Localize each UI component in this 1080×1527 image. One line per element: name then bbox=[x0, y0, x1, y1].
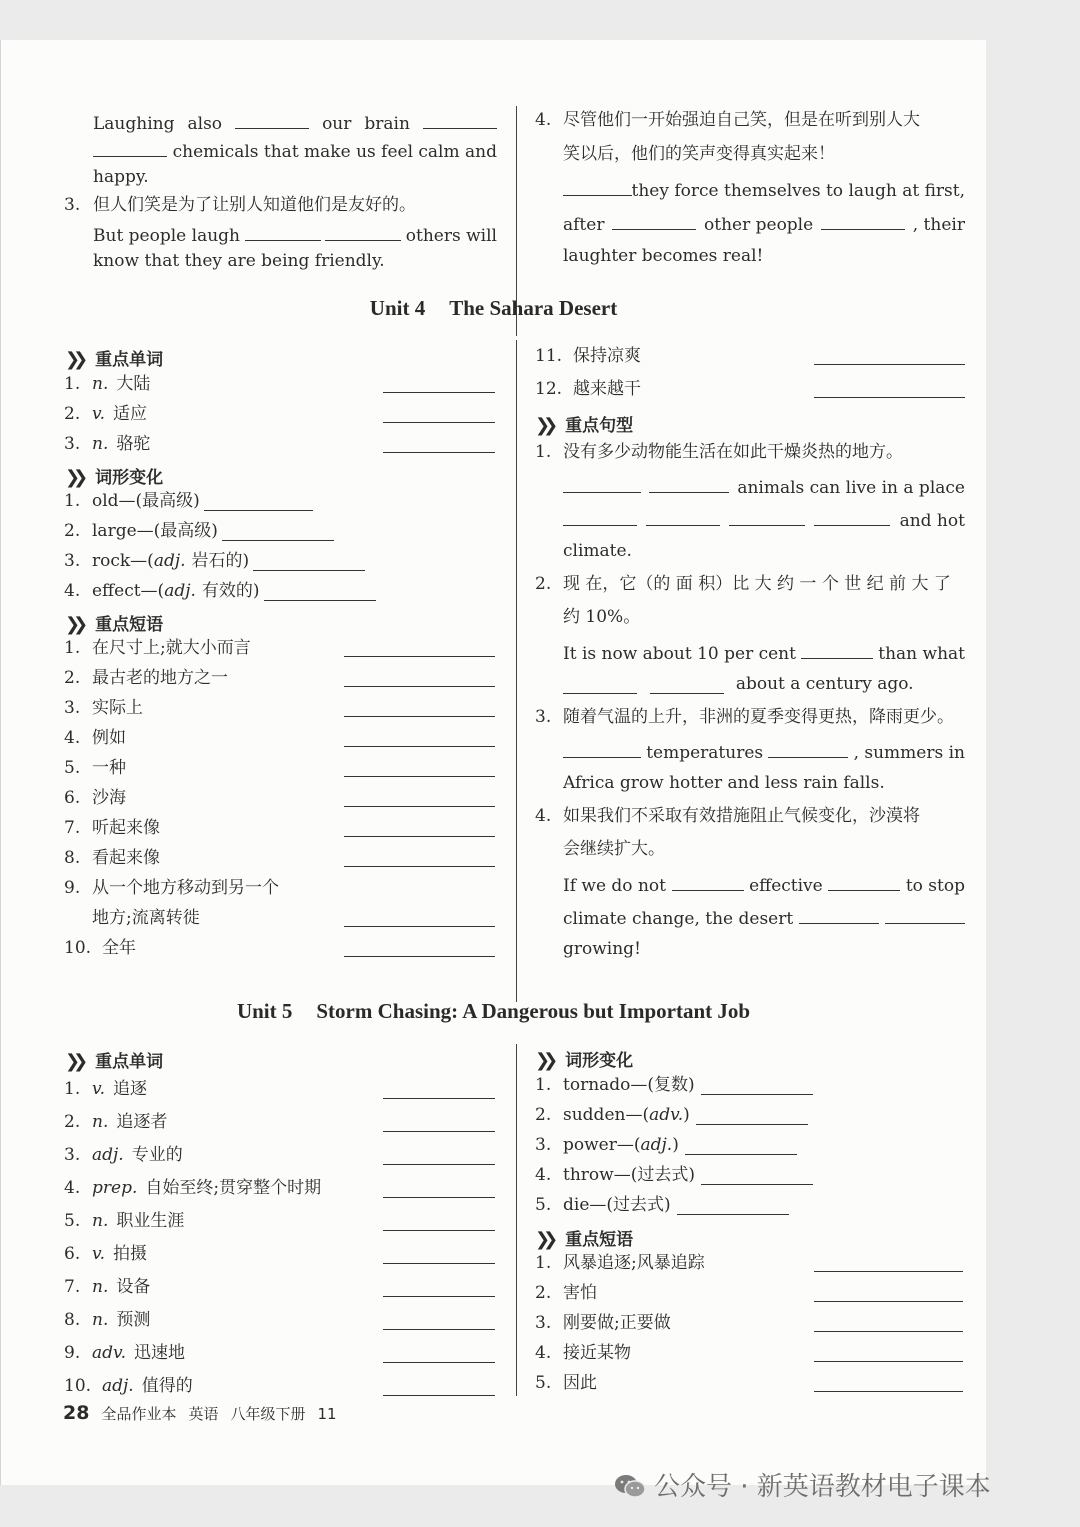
sentence-text: they force themselves to laugh at first, bbox=[631, 181, 965, 201]
item-meaning: 在尺寸上;就大小而言 bbox=[92, 638, 251, 658]
unit-4-title bbox=[1, 296, 986, 321]
word: brain bbox=[364, 114, 410, 134]
item-meaning: 迅速地 bbox=[134, 1343, 186, 1363]
list-item bbox=[535, 378, 641, 400]
part-of-speech: adv. bbox=[92, 1343, 127, 1363]
page-number: 28 bbox=[63, 1402, 90, 1424]
answer-line[interactable] bbox=[383, 1098, 495, 1099]
word-form-prompt: rock—( bbox=[92, 551, 154, 571]
answer-line[interactable] bbox=[383, 452, 495, 453]
sentence-text: other people bbox=[704, 215, 814, 235]
answer-blank[interactable] bbox=[253, 552, 365, 571]
item-number: 1. bbox=[535, 1253, 552, 1273]
section-label: 词形变化 bbox=[565, 1051, 634, 1071]
item-number: 1. bbox=[64, 638, 81, 658]
item-meaning: 拍摄 bbox=[113, 1244, 147, 1264]
section-word-forms bbox=[65, 463, 163, 488]
answer-line[interactable] bbox=[383, 1131, 495, 1132]
list-item bbox=[535, 1194, 789, 1216]
sentence-4-number: 4. bbox=[535, 806, 552, 826]
answer-blank[interactable] bbox=[222, 522, 334, 541]
answer-line[interactable] bbox=[814, 1331, 963, 1332]
list-item bbox=[64, 787, 126, 809]
list-item bbox=[64, 1276, 150, 1298]
answer-blank[interactable] bbox=[235, 110, 309, 129]
answer-line[interactable] bbox=[383, 1263, 495, 1264]
chevron-right-icon: ❯❯ bbox=[535, 415, 552, 436]
part-of-speech: v. bbox=[92, 1244, 105, 1264]
question-4-number: 4. bbox=[535, 110, 552, 130]
item-meaning: 追逐 bbox=[113, 1079, 147, 1099]
word-form-prompt: 岩石的) bbox=[191, 551, 250, 571]
item-number: 1. bbox=[64, 1079, 81, 1099]
answer-line[interactable] bbox=[814, 397, 965, 398]
list-item bbox=[64, 697, 143, 719]
chevron-right-icon: ❯❯ bbox=[535, 1229, 552, 1250]
item-meaning: 实际上 bbox=[92, 698, 143, 718]
unit-4-column-divider bbox=[516, 340, 517, 1002]
answer-blank[interactable] bbox=[423, 110, 497, 129]
sentence-3-chinese: 随着气温的上升，非洲的夏季变得更热，降雨更少。 bbox=[563, 707, 954, 727]
answer-line[interactable] bbox=[383, 1197, 495, 1198]
part-of-speech: v. bbox=[92, 404, 105, 424]
list-item bbox=[64, 1210, 184, 1232]
item-number: 2. bbox=[64, 668, 81, 688]
sentence-1-english-1 bbox=[563, 474, 965, 499]
item-meaning: 刚要做;正要做 bbox=[563, 1313, 671, 1333]
sentence-3-number: 3. bbox=[535, 707, 552, 727]
item-meaning: 风暴追逐;风暴追踪 bbox=[563, 1253, 705, 1273]
question-4-english-3: laughter becomes real! bbox=[563, 246, 764, 266]
sentence-4-english-3: growing! bbox=[563, 939, 641, 959]
question-4-chinese-2: 笑以后，他们的笑声变得真实起来！ bbox=[563, 144, 835, 164]
part-of-speech: n. bbox=[92, 1112, 109, 1132]
list-item bbox=[535, 1104, 808, 1126]
item-number: 5. bbox=[535, 1195, 552, 1215]
item-number: 9. bbox=[64, 1343, 81, 1363]
sentence-text: to stop bbox=[905, 876, 965, 896]
sentence-4-english-2 bbox=[563, 905, 965, 930]
item-meaning: 从一个地方移动到另一个 bbox=[92, 878, 279, 898]
sentence-1-english-2 bbox=[563, 507, 965, 532]
chevron-right-icon: ❯❯ bbox=[65, 349, 82, 370]
item-number: 3. bbox=[64, 1145, 81, 1165]
item-number: 4. bbox=[64, 728, 81, 748]
item-number: 4. bbox=[64, 581, 81, 601]
sentence-text: about a century ago. bbox=[735, 674, 914, 694]
list-item bbox=[535, 1342, 631, 1364]
item-meaning: 例如 bbox=[92, 728, 126, 748]
item-meaning: 看起来像 bbox=[92, 848, 160, 868]
question-4-english-2 bbox=[563, 211, 965, 236]
chevron-right-icon: ❯❯ bbox=[535, 1050, 552, 1071]
section-label: 重点单词 bbox=[95, 350, 164, 370]
sentence-text: It is now about 10 per cent bbox=[563, 644, 796, 664]
answer-line[interactable] bbox=[344, 836, 495, 837]
section-key-sentences bbox=[535, 411, 633, 436]
answer-blank[interactable] bbox=[563, 474, 641, 493]
part-of-speech: adv. bbox=[649, 1105, 684, 1125]
answer-line[interactable] bbox=[383, 1395, 495, 1396]
sentence-1-number: 1. bbox=[535, 442, 552, 462]
word-form-prompt: power—( bbox=[563, 1135, 641, 1155]
item-number: 2. bbox=[535, 1283, 552, 1303]
item-number: 4. bbox=[535, 1343, 552, 1363]
word-form-prompt: tornado—(复数) bbox=[563, 1075, 695, 1095]
item-number: 5. bbox=[535, 1373, 552, 1393]
item-number: 4. bbox=[535, 1165, 552, 1185]
item-meaning: 保持凉爽 bbox=[573, 346, 641, 366]
item-number: 2. bbox=[64, 404, 81, 424]
unit-5-title bbox=[1, 999, 986, 1024]
item-meaning: 骆驼 bbox=[116, 434, 151, 454]
sentence-text: If we do not bbox=[563, 876, 666, 896]
unit-number: Unit 4 bbox=[369, 296, 426, 320]
list-item bbox=[535, 1134, 797, 1156]
item-number: 3. bbox=[535, 1135, 552, 1155]
answer-blank[interactable] bbox=[701, 1166, 813, 1185]
question-3-number: 3. bbox=[64, 195, 81, 215]
answer-blank[interactable] bbox=[885, 905, 965, 924]
sentence-text: others will bbox=[405, 226, 497, 246]
sentence-text: But people laugh bbox=[93, 226, 240, 246]
sentence-text: than what bbox=[878, 644, 965, 664]
answer-line[interactable] bbox=[344, 776, 495, 777]
answer-line[interactable] bbox=[814, 1271, 963, 1272]
answer-line[interactable] bbox=[344, 806, 495, 807]
answer-blank[interactable] bbox=[729, 507, 805, 526]
sentence-text: after bbox=[563, 215, 605, 235]
question-4-english-1 bbox=[563, 177, 965, 202]
part-of-speech: v. bbox=[92, 1079, 105, 1099]
answer-line[interactable] bbox=[383, 1329, 495, 1330]
sentence-2-english-2 bbox=[563, 673, 914, 695]
sentence-3-english-2: Africa grow hotter and less rain falls. bbox=[563, 773, 885, 793]
sentence-1-chinese: 没有多少动物能生活在如此干燥炎热的地方。 bbox=[563, 442, 903, 462]
answer-line[interactable] bbox=[814, 1361, 963, 1362]
list-item bbox=[64, 580, 376, 602]
section-key-words bbox=[65, 345, 163, 370]
sentence-2-chinese-2: 约 10%。 bbox=[563, 607, 641, 627]
answer-line[interactable] bbox=[344, 926, 495, 927]
item-meaning: 一种 bbox=[92, 758, 126, 778]
item-number: 8. bbox=[64, 848, 81, 868]
list-item bbox=[64, 937, 136, 959]
answer-line[interactable] bbox=[814, 1391, 963, 1392]
unit-5-column-divider bbox=[516, 1044, 517, 1396]
list-item bbox=[535, 1164, 813, 1186]
top-left-line-2 bbox=[93, 138, 497, 163]
list-item bbox=[64, 1309, 150, 1331]
unit-name: Storm Chasing: A Dangerous but Important Job bbox=[316, 999, 751, 1023]
item-meaning: 自始至终;贯穿整个时期 bbox=[145, 1178, 322, 1198]
watermark bbox=[614, 1466, 991, 1503]
list-item bbox=[64, 1243, 147, 1265]
answer-line[interactable] bbox=[344, 716, 495, 717]
list-item bbox=[64, 490, 313, 512]
list-item bbox=[64, 847, 160, 869]
sentence-3-english-1 bbox=[563, 739, 965, 764]
item-meaning: 大陆 bbox=[116, 374, 151, 394]
unit-marker: 11 bbox=[317, 1405, 337, 1423]
answer-blank[interactable] bbox=[649, 474, 729, 493]
sentence-2-chinese-1: 现 在，它（的 面 积）比 大 约 一 个 世 纪 前 大 了 bbox=[563, 574, 951, 594]
word: also bbox=[187, 114, 223, 134]
answer-blank[interactable] bbox=[701, 1076, 813, 1095]
part-of-speech: prep. bbox=[92, 1178, 138, 1198]
item-number: 2. bbox=[535, 1105, 552, 1125]
word-form-prompt: ) bbox=[672, 1135, 679, 1155]
part-of-speech: adj. bbox=[640, 1135, 673, 1155]
item-meaning: 地方;流离转徙 bbox=[92, 908, 200, 928]
section-key-phrases bbox=[65, 610, 163, 635]
word-form-prompt: sudden—( bbox=[563, 1105, 650, 1125]
item-meaning: 因此 bbox=[563, 1373, 597, 1393]
answer-blank[interactable] bbox=[204, 492, 313, 511]
item-number: 6. bbox=[64, 1244, 81, 1264]
word-form-prompt: die—(过去式) bbox=[563, 1195, 671, 1215]
sentence-4-english-1 bbox=[563, 872, 965, 897]
top-left-line-1 bbox=[93, 110, 497, 135]
list-item bbox=[64, 1144, 183, 1166]
answer-line[interactable] bbox=[383, 1362, 495, 1363]
section-word-forms bbox=[535, 1046, 633, 1071]
sentence-text: and hot bbox=[899, 511, 965, 531]
list-item bbox=[64, 817, 160, 839]
item-meaning: 预测 bbox=[116, 1310, 151, 1330]
answer-blank[interactable] bbox=[768, 739, 848, 758]
item-number: 7. bbox=[64, 818, 81, 838]
sentence-text: chemicals that make us feel calm and bbox=[172, 142, 497, 162]
section-key-words bbox=[65, 1047, 163, 1072]
item-number: 7. bbox=[64, 1277, 81, 1297]
item-meaning: 沙海 bbox=[92, 788, 126, 808]
item-number: 3. bbox=[64, 434, 81, 454]
word-form-prompt: effect—( bbox=[92, 581, 165, 601]
word: Laughing bbox=[93, 114, 175, 134]
unit-number: Unit 5 bbox=[236, 999, 293, 1023]
list-item bbox=[535, 1312, 671, 1334]
item-number: 10. bbox=[64, 1376, 92, 1396]
question-4-chinese-1: 尽管他们一开始强迫自己笑，但是在听到别人大 bbox=[563, 110, 920, 130]
answer-line[interactable] bbox=[383, 422, 495, 423]
sentence-text: effective bbox=[749, 876, 823, 896]
item-number: 6. bbox=[64, 788, 81, 808]
item-meaning: 越来越干 bbox=[573, 379, 641, 399]
answer-blank[interactable] bbox=[672, 872, 744, 891]
answer-line[interactable] bbox=[344, 866, 495, 867]
answer-blank[interactable] bbox=[563, 507, 637, 526]
answer-blank[interactable] bbox=[801, 640, 873, 659]
sentence-text: animals can live in a place bbox=[737, 478, 965, 498]
answer-line[interactable] bbox=[344, 746, 495, 747]
item-number: 5. bbox=[64, 1211, 81, 1231]
answer-blank[interactable] bbox=[696, 1106, 808, 1125]
item-number: 1. bbox=[535, 1075, 552, 1095]
answer-line[interactable] bbox=[383, 392, 495, 393]
answer-blank[interactable] bbox=[799, 905, 879, 924]
answer-blank[interactable] bbox=[814, 507, 890, 526]
question-3-english-1 bbox=[93, 222, 497, 247]
list-item bbox=[64, 757, 126, 779]
item-meaning: 追逐者 bbox=[116, 1112, 168, 1132]
unit-name: The Sahara Desert bbox=[449, 296, 618, 320]
answer-line[interactable] bbox=[344, 656, 495, 657]
sentence-1-english-3: climate. bbox=[563, 541, 632, 561]
answer-blank[interactable] bbox=[612, 211, 696, 230]
item-meaning: 接近某物 bbox=[563, 1343, 631, 1363]
worksheet-page bbox=[0, 40, 986, 1485]
item-meaning: 最古老的地方之一 bbox=[92, 668, 228, 688]
answer-line[interactable] bbox=[383, 1296, 495, 1297]
part-of-speech: n. bbox=[92, 434, 109, 454]
part-of-speech: n. bbox=[92, 1211, 109, 1231]
list-item bbox=[64, 1375, 193, 1397]
item-number: 2. bbox=[64, 1112, 81, 1132]
section-label: 重点短语 bbox=[95, 615, 164, 635]
item-meaning: 害怕 bbox=[563, 1283, 597, 1303]
word-form-prompt: 有效的) bbox=[201, 581, 260, 601]
list-item bbox=[64, 1177, 321, 1199]
item-number: 4. bbox=[64, 1178, 81, 1198]
question-3-chinese: 但人们笑是为了让别人知道他们是友好的。 bbox=[93, 195, 416, 215]
section-key-phrases bbox=[535, 1225, 633, 1250]
answer-blank[interactable] bbox=[325, 222, 401, 241]
list-item bbox=[64, 403, 147, 425]
sentence-2-english-1 bbox=[563, 640, 965, 665]
wechat-icon bbox=[614, 1473, 646, 1499]
item-meaning: 适应 bbox=[113, 404, 147, 424]
answer-blank[interactable] bbox=[563, 675, 637, 694]
item-number: 3. bbox=[535, 1313, 552, 1333]
word-form-prompt: large—(最高级) bbox=[92, 521, 218, 541]
answer-line[interactable] bbox=[383, 1164, 495, 1165]
item-meaning: 专业的 bbox=[131, 1145, 183, 1165]
answer-blank[interactable] bbox=[828, 872, 900, 891]
answer-blank[interactable] bbox=[646, 507, 720, 526]
list-item bbox=[535, 1282, 597, 1304]
answer-blank[interactable] bbox=[685, 1136, 797, 1155]
list-item bbox=[64, 520, 334, 542]
word-form-prompt: ) bbox=[683, 1105, 690, 1125]
chevron-right-icon: ❯❯ bbox=[65, 1051, 82, 1072]
list-item bbox=[535, 1372, 597, 1394]
part-of-speech: adj. bbox=[164, 581, 196, 601]
list-item bbox=[535, 345, 641, 367]
sentence-text: , their bbox=[912, 215, 965, 235]
list-item bbox=[64, 667, 228, 689]
list-item bbox=[64, 727, 126, 749]
part-of-speech: n. bbox=[92, 374, 109, 394]
answer-blank[interactable] bbox=[93, 138, 167, 157]
item-number: 5. bbox=[64, 758, 81, 778]
section-label: 重点单词 bbox=[95, 1052, 164, 1072]
answer-blank[interactable] bbox=[264, 582, 376, 601]
part-of-speech: n. bbox=[92, 1277, 109, 1297]
page-footer bbox=[63, 1402, 337, 1424]
list-item bbox=[64, 1342, 185, 1364]
subject: 英语 bbox=[188, 1405, 219, 1423]
list-item bbox=[535, 1252, 705, 1274]
item-number: 1. bbox=[64, 491, 81, 511]
item-number: 1. bbox=[64, 374, 81, 394]
item-meaning: 职业生涯 bbox=[116, 1211, 185, 1231]
part-of-speech: n. bbox=[92, 1310, 109, 1330]
top-left-line-3: happy. bbox=[93, 167, 149, 187]
item-number: 9. bbox=[64, 878, 81, 898]
item-number: 3. bbox=[64, 698, 81, 718]
answer-blank[interactable] bbox=[821, 211, 905, 230]
list-item bbox=[64, 1078, 147, 1100]
list-item bbox=[64, 877, 279, 899]
book-title: 全品作业本 bbox=[101, 1405, 177, 1423]
sentence-text: , summers in bbox=[853, 743, 965, 763]
part-of-speech: adj. bbox=[92, 1145, 124, 1165]
section-label: 重点短语 bbox=[565, 1230, 634, 1250]
item-number: 2. bbox=[64, 521, 81, 541]
answer-line[interactable] bbox=[383, 1230, 495, 1231]
sentence-text: temperatures bbox=[646, 743, 764, 763]
chevron-right-icon: ❯❯ bbox=[65, 614, 82, 635]
list-item bbox=[64, 550, 365, 572]
word: our bbox=[322, 114, 352, 134]
answer-line[interactable] bbox=[814, 364, 965, 365]
item-meaning: 全年 bbox=[102, 938, 136, 958]
answer-line[interactable] bbox=[814, 1301, 963, 1302]
sentence-4-chinese-1: 如果我们不采取有效措施阻止气候变化，沙漠将 bbox=[563, 806, 920, 826]
list-item bbox=[535, 1074, 813, 1096]
item-number: 11. bbox=[535, 346, 563, 366]
sentence-text: climate change, the desert bbox=[563, 909, 794, 929]
item-meaning: 设备 bbox=[116, 1277, 151, 1297]
question-3-english-2: know that they are being friendly. bbox=[93, 251, 385, 271]
answer-blank[interactable] bbox=[245, 222, 321, 241]
answer-blank[interactable] bbox=[563, 177, 632, 196]
item-number: 8. bbox=[64, 1310, 81, 1330]
answer-blank[interactable] bbox=[650, 675, 724, 694]
sentence-4-chinese-2: 会继续扩大。 bbox=[563, 839, 665, 859]
answer-line[interactable] bbox=[344, 686, 495, 687]
list-item bbox=[64, 373, 150, 395]
section-label: 词形变化 bbox=[95, 468, 164, 488]
section-label: 重点句型 bbox=[565, 416, 634, 436]
answer-blank[interactable] bbox=[563, 739, 641, 758]
list-item bbox=[64, 907, 200, 929]
answer-line[interactable] bbox=[344, 956, 495, 957]
word-form-prompt: throw—(过去式) bbox=[563, 1165, 695, 1185]
word-form-prompt: old—(最高级) bbox=[92, 491, 200, 511]
list-item bbox=[64, 433, 150, 455]
grade: 八年级下册 bbox=[230, 1405, 306, 1423]
part-of-speech: adj. bbox=[102, 1376, 134, 1396]
item-number: 10. bbox=[64, 938, 92, 958]
item-number: 3. bbox=[64, 551, 81, 571]
item-meaning: 听起来像 bbox=[92, 818, 160, 838]
sentence-2-number: 2. bbox=[535, 574, 552, 594]
chevron-right-icon: ❯❯ bbox=[65, 467, 82, 488]
item-meaning: 值得的 bbox=[141, 1376, 193, 1396]
item-number: 12. bbox=[535, 379, 563, 399]
list-item bbox=[64, 637, 251, 659]
list-item bbox=[64, 1111, 167, 1133]
answer-blank[interactable] bbox=[677, 1196, 789, 1215]
watermark-text: 公众号 · 新英语教材电子课本 bbox=[654, 1472, 991, 1502]
part-of-speech: adj. bbox=[153, 551, 186, 571]
